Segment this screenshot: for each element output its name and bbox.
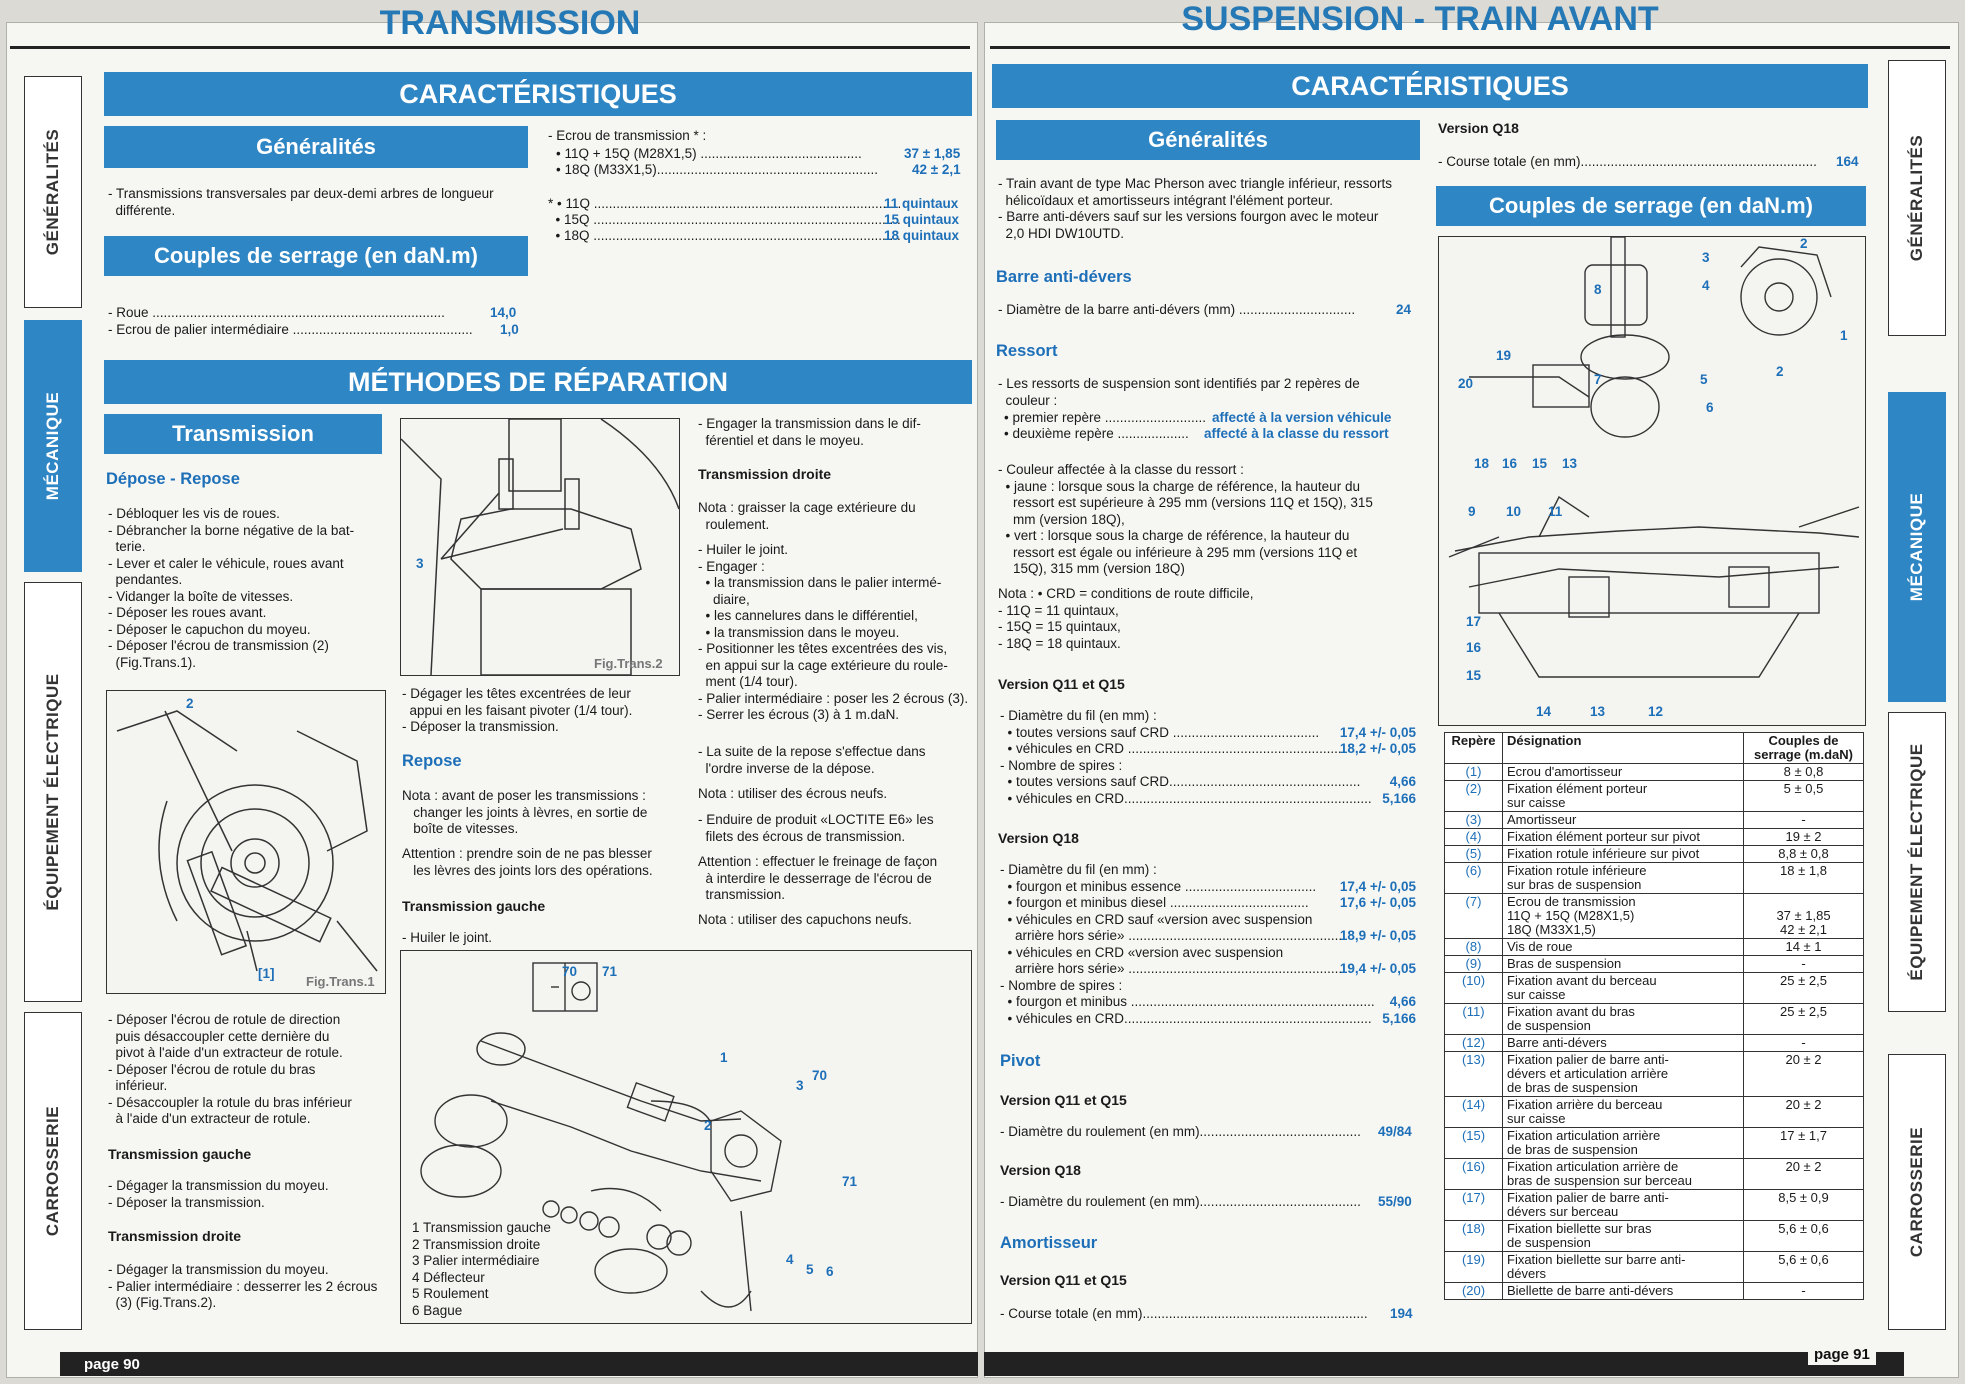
left-header: TRANSMISSION (379, 4, 641, 42)
table-cell-couple: 20 ± 2 (1744, 1052, 1864, 1097)
ecrou-val-1: 37 ± 1,85 (904, 146, 961, 161)
table-row (1445, 1128, 1864, 1159)
table-cell-repere: (3) (1445, 812, 1503, 829)
ecrou-val-2: 42 ± 2,1 (912, 162, 961, 177)
table-cell-designation: Fixation palier de barre anti- dévers et articulation arrière de bras de suspension (1503, 1052, 1744, 1097)
col3-attention: Attention : effectuer le freinage de façon à interdire le desserrage de l'écrou de transmission. (698, 854, 938, 902)
ressort-title: Ressort (996, 342, 1058, 360)
tg-text: - Dégager la transmission du moyeu. - Déposer la transmission. (108, 1178, 329, 1210)
col-couples: Couples de serrage (m.daN) (1744, 733, 1864, 764)
table-cell-designation: Fixation palier de barre anti- dévers sur berceau (1503, 1190, 1744, 1221)
table-row (1445, 939, 1864, 956)
right-tab-carrosserie[interactable]: CARROSSERIE (1888, 1054, 1946, 1330)
amort-q1115-title: Version Q11 et Q15 (1000, 1272, 1127, 1288)
col-repere: Repère (1445, 733, 1503, 764)
table-row (1445, 863, 1864, 894)
left-couple-roue-val: 14,0 (490, 305, 517, 320)
table-cell-designation: Fixation articulation arrière de bras de suspension sur berceau (1503, 1159, 1744, 1190)
table-row (1445, 1004, 1864, 1035)
q18-line-9: • fourgon et minibus ................................................................. (1000, 994, 1375, 1009)
table-cell-couple: 18 ± 1,8 (1744, 863, 1864, 894)
col3-c: - La suite de la repose s'effectue dans l'ordre inverse de la dépose. (698, 744, 926, 776)
table-cell-couple: 20 ± 2 (1744, 1097, 1864, 1128)
col3-nota2: Nota : utiliser des écrous neufs. (698, 786, 888, 801)
right-header: SUSPENSION - TRAIN AVANT (1181, 0, 1659, 38)
table-cell-couple: 8,5 ± 0,9 (1744, 1190, 1864, 1221)
q18-line-7: arrière hors série» ......................................................... (1000, 961, 1343, 976)
table-row (1445, 1052, 1864, 1097)
table-cell-designation: Barre anti-dévers (1503, 1035, 1744, 1052)
table-cell-designation: Vis de roue (1503, 939, 1744, 956)
table-cell-repere: (6) (1445, 863, 1503, 894)
torque-table-header (1445, 733, 1864, 764)
q1115-title: Version Q11 et Q15 (998, 676, 1125, 692)
table-row (1445, 1097, 1864, 1128)
ecrou-line-2: • 18Q (M33X1,5)........................................................... (556, 162, 879, 177)
legend-item-6: 6 Bague (412, 1302, 463, 1318)
amort-line: - Course totale (en mm)............................................................ (1000, 1306, 1368, 1321)
repose-title: Repose (402, 752, 462, 770)
table-cell-couple: 17 ± 1,7 (1744, 1128, 1864, 1159)
q1115-line-4: - Nombre de spires : (1000, 757, 1123, 773)
table-cell-repere: (14) (1445, 1097, 1503, 1128)
table-cell-repere: (2) (1445, 781, 1503, 812)
legend-item-4: 4 Déflecteur (412, 1269, 485, 1285)
col3-td-title: Transmission droite (698, 466, 832, 482)
table-row (1445, 812, 1864, 829)
exploded-label-70b: 70 (812, 1068, 828, 1083)
col-designation: Désignation (1503, 733, 1744, 764)
torque-table-body (1445, 764, 1864, 1300)
table-cell-repere: (20) (1445, 1283, 1503, 1300)
table-cell-couple: 5 ± 0,5 (1744, 781, 1864, 812)
left-couple-palier: - Ecrou de palier intermédiaire ................................................ (108, 322, 473, 337)
col3-b: - Huiler le joint. - Engager : • la transmission dans le palier intermé- diaire, • les cannelures dans le différentiel, • la transmission dans le moyeu. - Positionner les têtes excentrées des vis, en appui sur la cage extérieure du roule- ment (1/4 tour). - Palier intermédiaire : poser les 2 écrous (3). - Serrer les écrous (3) à 1 m.daN. (698, 542, 969, 722)
ecrou-title: - Ecrou de transmission * : (548, 128, 707, 143)
pivot-q18-title: Version Q18 (1000, 1162, 1081, 1178)
right-generalites-text: - Train avant de type Mac Pherson avec triangle inférieur, ressorts hélicoïdaux et amortisseurs intégrant l'élément porteur. - Barre anti-dévers sauf sur les versions fourgon avec le moteur 2,0 HDI DW10UTD. (998, 176, 1392, 241)
table-cell-designation: Fixation avant du berceau sur caisse (1503, 973, 1744, 1004)
table-cell-repere: (4) (1445, 829, 1503, 846)
transmission-bar: Transmission (104, 414, 382, 454)
table-cell-repere: (15) (1445, 1128, 1503, 1159)
table-cell-repere: (16) (1445, 1159, 1503, 1190)
amort-val: 194 (1390, 1306, 1413, 1321)
table-cell-couple: 19 ± 2 (1744, 829, 1864, 846)
palier-drawing (401, 419, 679, 675)
table-cell-designation: Fixation arrière du berceau sur caisse (1503, 1097, 1744, 1128)
legend-item-3: 3 Palier intermédiaire (412, 1253, 540, 1268)
exploded-label-3: 3 (796, 1078, 804, 1093)
q1115-line-6: • véhicules en CRD.................................................................. (1000, 790, 1372, 806)
barre-title: Barre anti-dévers (996, 268, 1132, 286)
table-cell-repere: (8) (1445, 939, 1503, 956)
ressort-text: - Les ressorts de suspension sont identifiés par 2 repères de couleur : (998, 376, 1360, 408)
ressort-val-1: affecté à la version véhicule (1212, 410, 1392, 425)
table-row (1445, 1252, 1864, 1283)
table-row (1445, 1190, 1864, 1221)
legend-item-1: 1 Transmission gauche (412, 1220, 551, 1235)
table-cell-designation: Fixation élément porteur sur pivot (1503, 829, 1744, 846)
q1115-line-1: - Diamètre du fil (en mm) : (1000, 708, 1157, 723)
pivot-q18-val: 55/90 (1378, 1194, 1412, 1209)
table-cell-repere: (7) (1445, 894, 1503, 939)
exploded-label-4: 4 (786, 1252, 794, 1267)
ecrou-line-1: • 11Q + 15Q (M28X1,5) ........................................... (556, 146, 862, 161)
table-cell-couple: 8 ± 0,8 (1744, 764, 1864, 781)
left-page-number: page 90 (84, 1356, 140, 1373)
table-cell-repere: (12) (1445, 1035, 1503, 1052)
ecrou-val-3: 11 quintaux (884, 196, 959, 211)
table-cell-designation: Fixation articulation arrière de bras de suspension (1503, 1128, 1744, 1159)
torque-table (1444, 732, 1864, 1300)
td-text: - Dégager la transmission du moyeu. - Palier intermédiaire : desserrer les 2 écrous (3) (Fig.Trans.2). (108, 1262, 378, 1310)
col3-nota1: Nota : graisser la cage extérieure du roulement. (698, 500, 916, 532)
left-generalites-bar: Généralités (104, 126, 528, 168)
ecrou-val-4: 15 quintaux (884, 212, 960, 227)
q18-title: Version Q18 (998, 830, 1079, 846)
right-tab-mecanique[interactable]: MÉCANIQUE (1888, 392, 1946, 702)
table-cell-repere: (17) (1445, 1190, 1503, 1221)
left-footer-bar (60, 1352, 978, 1376)
exploded-label-71a: 71 (602, 964, 618, 979)
tg2-title: Transmission gauche (402, 898, 546, 914)
table-cell-repere: (1) (1445, 764, 1503, 781)
exploded-label-6: 6 (826, 1264, 834, 1279)
table-cell-couple: 20 ± 2 (1744, 1159, 1864, 1190)
col3-d: - Enduire de produit «LOCTITE E6» les filets des écrous de transmission. (698, 812, 934, 844)
left-tab-carrosserie[interactable]: CARROSSERIE (24, 1012, 82, 1330)
right-couples-bar: Couples de serrage (en daN.m) (1436, 186, 1866, 226)
left-tab-generalites[interactable]: GÉNÉRALITÉS (24, 76, 82, 308)
pivot-q18-line: - Diamètre du roulement (en mm)........................................... (1000, 1194, 1361, 1209)
q1115-line-3: • véhicules en CRD .......................................................... (1000, 741, 1346, 756)
right-caract-bar: CARACTÉRISTIQUES (992, 64, 1868, 108)
table-cell-repere: (9) (1445, 956, 1503, 973)
exploded-label-70a: 70 (562, 964, 578, 979)
table-cell-couple: 5,6 ± 0,6 (1744, 1221, 1864, 1252)
table-row (1445, 1221, 1864, 1252)
table-cell-designation: Biellette de barre anti-dévers (1503, 1283, 1744, 1300)
legend-item-5: 5 Roulement (412, 1286, 489, 1301)
table-cell-couple: 25 ± 2,5 (1744, 973, 1864, 1004)
left-caract-bar: CARACTÉRISTIQUES (104, 72, 972, 116)
table-cell-couple: - (1744, 1035, 1864, 1052)
table-cell-couple: - (1744, 956, 1864, 973)
td-title: Transmission droite (108, 1228, 242, 1244)
table-cell-designation: Fixation avant du bras de suspension (1503, 1004, 1744, 1035)
figure-suspension (1438, 236, 1866, 726)
right-tab-equipement[interactable]: ÉQUIPEMENT ÉLECTRIQUE (1888, 712, 1946, 1012)
table-cell-couple: 5,6 ± 0,6 (1744, 1252, 1864, 1283)
q18-line-6: • véhicules en CRD «version avec suspension (1000, 944, 1284, 960)
table-cell-designation: Ecrou de transmission 11Q + 15Q (M28X1,5) 18Q (M33X1,5) (1503, 894, 1744, 939)
table-row (1445, 973, 1864, 1004)
ecrou-line-4: • 15Q .................................................................................. (548, 212, 901, 227)
table-cell-repere: (13) (1445, 1052, 1503, 1097)
col3-a: - Engager la transmission dans le dif- férentiel et dans le moyeu. (698, 416, 921, 448)
table-cell-couple: 8,8 ± 0,8 (1744, 846, 1864, 863)
table-cell-couple: - (1744, 812, 1864, 829)
table-cell-couple: 25 ± 2,5 (1744, 1004, 1864, 1035)
right-page-number: page 91 (1808, 1344, 1876, 1365)
pivot-q1115-val: 49/84 (1378, 1124, 1412, 1139)
couleur-text: - Couleur affectée à la classe du ressort : • jaune : lorsque sous la charge de référence, la hauteur du ressort est supérieure à 295 mm (versions 11Q et 15Q), 315 mm (version 18Q), • vert : lorsque sous la charge de référence, la hauteur du ressort est égale ou inférieure à 295 mm (versions 11Q et 15Q), 315 mm (version 18Q) (998, 462, 1373, 576)
left-couple-palier-val: 1,0 (500, 322, 519, 337)
table-row (1445, 846, 1864, 863)
left-couple-roue: - Roue .............................................................................. (108, 305, 445, 320)
table-row (1445, 781, 1864, 812)
fig1-label-2: 2 (186, 696, 194, 711)
q18-line-4: • véhicules en CRD sauf «version avec suspension (1000, 911, 1313, 927)
q18-line-5: arrière hors série» ......................................................... (1000, 928, 1343, 943)
amort-title: Amortisseur (1000, 1234, 1098, 1252)
exploded-label-2: 2 (704, 1118, 712, 1133)
figure-trans-1 (106, 690, 386, 994)
vq18-line: - Course totale (en mm)............................................................... (1438, 154, 1817, 169)
q18-values: 17,4 +/- 0,05 17,6 +/- 0,05 18,9 +/- 0,05 19,4 +/- 0,05 4,66 5,166 (1339, 878, 1416, 1026)
fig1-label-1: [1] (258, 966, 275, 981)
exploded-label-71b: 71 (842, 1174, 858, 1189)
suspension-drawing (1439, 237, 1865, 725)
fig1-caption: Fig.Trans.1 (306, 974, 375, 989)
q1115-line-2: • toutes versions sauf CRD ....................................... (1000, 724, 1320, 740)
depose-title: Dépose - Repose (106, 470, 240, 488)
pivot-q1115-title: Version Q11 et Q15 (1000, 1092, 1127, 1108)
table-row (1445, 829, 1864, 846)
repose-nota: Nota : avant de poser les transmissions : changer les joints à lèvres, en sortie de boîte de vitesses. (402, 788, 648, 836)
table-row (1445, 1159, 1864, 1190)
table-cell-designation: Fixation biellette sur bras de suspension (1503, 1221, 1744, 1252)
table-cell-designation: Ecrou d'amortisseur (1503, 764, 1744, 781)
table-cell-designation: Fixation rotule inférieure sur bras de suspension (1503, 863, 1744, 894)
q18-line-1: - Diamètre du fil (en mm) : (1000, 862, 1157, 877)
table-cell-repere: (5) (1445, 846, 1503, 863)
barre-val: 24 (1396, 302, 1412, 317)
nota-text: Nota : • CRD = conditions de route difficile, - 11Q = 11 quintaux, - 15Q = 15 quintaux, - 18Q = 18 quintaux. (998, 586, 1254, 651)
table-cell-repere: (11) (1445, 1004, 1503, 1035)
left-top-rule (10, 46, 970, 49)
fig2-label-3: 3 (416, 556, 424, 571)
table-cell-couple: - (1744, 1283, 1864, 1300)
left-couples-bar: Couples de serrage (en daN.m) (104, 236, 528, 276)
q18-line-8: - Nombre de spires : (1000, 977, 1123, 993)
table-cell-repere: (18) (1445, 1221, 1503, 1252)
right-generalites-bar: Généralités (996, 120, 1420, 160)
hub-drawing (107, 691, 385, 993)
exploded-label-5: 5 (806, 1262, 814, 1277)
q1115-line-5: • toutes versions sauf CRD................................................... (1000, 774, 1361, 789)
table-cell-repere: (10) (1445, 973, 1503, 1004)
ecrou-val-5: 18 quintaux (884, 228, 960, 243)
table-row (1445, 1035, 1864, 1052)
col1-after-text: - Déposer l'écrou de rotule de direction puis désaccoupler cette dernière du pivot à l'aide d'un extracteur de rotule. - Déposer l'écrou de rotule du bras inférieur. - Désaccoupler la rotule du bras inférieur à l'aide d'un extracteur de rotule. (108, 1012, 352, 1126)
table-cell-designation: Fixation rotule inférieure sur pivot (1503, 846, 1744, 863)
table-row (1445, 956, 1864, 973)
table-cell-couple: 14 ± 1 (1744, 939, 1864, 956)
pivot-title: Pivot (1000, 1052, 1041, 1070)
barre-text: - Diamètre de la barre anti-dévers (mm) ............................... (998, 302, 1356, 317)
ecrou-line-5: • 18Q .................................................................................. (548, 228, 901, 243)
q18-line-10: • véhicules en CRD.................................................................. (1000, 1010, 1372, 1026)
table-cell-designation: Bras de suspension (1503, 956, 1744, 973)
left-tab-mecanique[interactable]: MÉCANIQUE (24, 320, 82, 572)
ressort-item-2: • deuxième repère ................... (1004, 426, 1189, 441)
left-generalites-text: - Transmissions transversales par deux-demi arbres de longueur différente. (108, 186, 494, 218)
tg-title: Transmission gauche (108, 1146, 252, 1162)
left-tab-equipement[interactable]: ÉQUIPEMENT ÉLECTRIQUE (24, 582, 82, 1002)
col3-nota3: Nota : utiliser des capuchons neufs. (698, 912, 912, 927)
ecrou-line-3: * • 11Q .................................................................................. (548, 196, 902, 211)
table-cell-repere: (19) (1445, 1252, 1503, 1283)
table-row (1445, 764, 1864, 781)
repose-attention: Attention : prendre soin de ne pas blesser les lèvres des joints lors des opérations. (402, 846, 653, 878)
q18-line-3: • fourgon et minibus diesel ..................................... (1000, 895, 1309, 910)
table-cell-designation: Amortisseur (1503, 812, 1744, 829)
table-row (1445, 894, 1864, 939)
methodes-bar: MÉTHODES DE RÉPARATION (104, 360, 972, 404)
q1115-values: 17,4 +/- 0,05 18,2 +/- 0,05 4,66 5,166 (1339, 724, 1416, 806)
pivot-q1115-line: - Diamètre du roulement (en mm)........................................... (1000, 1124, 1361, 1139)
exploded-label-1: 1 (720, 1050, 728, 1065)
exploded-legend (412, 1220, 551, 1319)
right-tab-generalites[interactable]: GÉNÉRALITÉS (1888, 60, 1946, 336)
col2-text: - Dégager les têtes excentrées de leur appui en les faisant pivoter (1/4 tour). - Déposer la transmission. (402, 686, 633, 734)
tg2-text: - Huiler le joint. (402, 930, 493, 945)
ressort-item-1: • premier repère ........................... (1004, 410, 1207, 425)
table-row (1445, 1283, 1864, 1300)
table-cell-designation: Fixation biellette sur barre anti- dévers (1503, 1252, 1744, 1283)
vq18-title: Version Q18 (1438, 120, 1519, 136)
right-footer-bar (984, 1352, 1904, 1376)
fig2-caption: Fig.Trans.2 (594, 656, 663, 671)
table-cell-couple: 37 ± 1,85 42 ± 2,1 (1744, 894, 1864, 939)
legend-item-2: 2 Transmission droite (412, 1236, 541, 1252)
figure-trans-2 (400, 418, 680, 676)
q18-line-2: • fourgon et minibus essence ................................... (1000, 878, 1317, 894)
ressort-val-2: affecté à la classe du ressort (1204, 426, 1389, 441)
depose-text: - Débloquer les vis de roues. - Débrancher la borne négative de la bat- terie. - Lever et caler le véhicule, roues avant pendantes. - Vidanger la boîte de vitesses. - Déposer les roues avant. - Déposer le capuchon du moyeu. - Déposer l'écrou de transmission (2) (Fig.Trans.1). (108, 506, 355, 670)
table-cell-designation: Fixation élément porteur sur caisse (1503, 781, 1744, 812)
vq18-val: 164 (1836, 154, 1859, 169)
right-top-rule (990, 46, 1950, 49)
